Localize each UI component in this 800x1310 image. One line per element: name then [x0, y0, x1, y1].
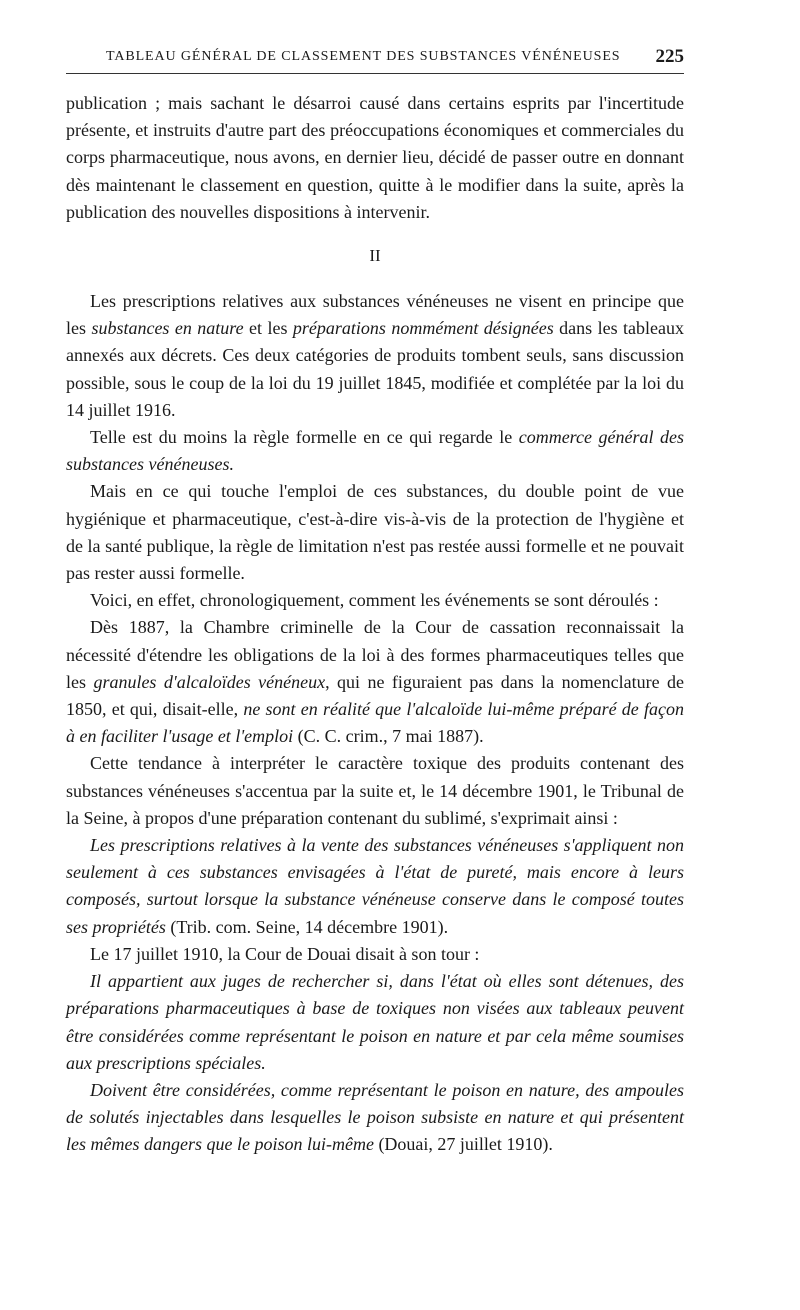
body-text — [66, 90, 684, 1159]
text-run: Dès 1887, la Chambre criminelle de la Cour de cassation reconnaissait la nécessité d'étendre les obligations de la loi à des formes pharmaceutiques telles que les — [66, 617, 684, 692]
paragraph: Voici, en effet, chronologiquement, comment les événements se sont déroulés : — [90, 590, 659, 611]
text-run: et les — [243, 318, 293, 339]
text-run: Telle est du moins la règle formelle en ce qui regarde le — [90, 427, 519, 448]
text-run: (Trib. com. Seine, 14 décembre 1901). — [165, 916, 449, 937]
italic-run: Les prescriptions relatives à la vente des substances vénéneuses s'appliquent non seulement à ces substances envisagées à l'état de pureté, mais encore à leurs composés, surtout lorsque la substance vénéneuse conserve dans le composé toutes ses propriétés — [66, 835, 684, 937]
text-run: (C. C. crim., 7 mai 1887). — [293, 726, 484, 747]
page-number: 225 — [655, 46, 684, 67]
italic-run: commerce général des substances vénéneuses. — [66, 427, 684, 475]
text-run: dans les tableaux annexés aux décrets. Ces deux catégories de produits tombent seuls, sans discussion possible, sous le coup de la loi du 19 juillet 1845, modifiée et complétée par la loi du 14 juillet 1916. — [66, 318, 684, 420]
paragraph: publication ; mais sachant le désarroi causé dans certains esprits par l'incertitude présente, et instruits d'autre part des préoccupations économiques et commerciales du corps pharmaceutique, nous avons, en dernier lieu, décidé de passer outre en donnant dès maintenant le classement en question, quitte à le modifier dans la suite, après la publication des nouvelles dispositions à intervenir. — [66, 93, 684, 222]
paragraph — [66, 614, 684, 750]
italic-run: substances en nature — [91, 318, 244, 339]
italic-run: préparations nommément désignées — [292, 318, 554, 339]
italic-run: ne sont en réalité que l'alcaloïde lui-même préparé de façon à en faciliter l'usage et l'emploi — [66, 699, 684, 747]
paragraph: Le 17 juillet 1910, la Cour de Douai disait à son tour : — [90, 943, 480, 964]
italic-run: Il appartient aux juges de rechercher si, dans l'état où elles sont détenues, des préparations pharmaceutiques à base de toxiques non visées aux tableaux peuvent être considérées comme représentant le poison en nature et par cela même soumises aux prescriptions spéciales. — [66, 971, 684, 1073]
paragraph — [66, 288, 684, 424]
paragraph: Mais en ce qui touche l'emploi de ces substances, du double point de vue hygiénique et pharmaceutique, c'est-à-dire vis-à-vis de la protection de l'hygiène et de la santé publique, la règle de limitation n'est pas restée aussi formelle et ne pouvait pas rester aussi formelle. — [66, 481, 684, 584]
quotation — [66, 832, 684, 941]
quotation — [66, 968, 684, 1077]
header-rule — [66, 73, 684, 74]
text-run: Les prescriptions relatives aux substances vénéneuses ne visent en principe que les — [66, 291, 684, 339]
italic-run: granules d'alcaloïdes vénéneux — [93, 671, 326, 692]
section-heading: II — [369, 246, 381, 266]
text-run: (Douai, 27 juillet 1910). — [373, 1134, 553, 1155]
running-title: TABLEAU GÉNÉRAL DE CLASSEMENT DES SUBSTANCES VÉNÉNEUSES — [106, 49, 621, 64]
quotation — [66, 1077, 684, 1159]
paragraph — [66, 424, 684, 478]
paragraph: Cette tendance à interpréter le caractère toxique des produits contenant des substances vénéneuses s'accentua par la suite et, le 14 décembre 1901, le Tribunal de la Seine, à propos d'une préparation contenant du sublimé, s'exprimait ainsi : — [66, 753, 684, 828]
text-run: , qui ne figuraient pas dans la nomenclature de 1850, et qui, disait-elle, — [66, 671, 684, 720]
italic-run: Doivent être considérées, comme représentant le poison en nature, des ampoules de solutés injectables dans lesquelles le poison subsiste en nature et qui présentent les mêmes dangers que le poison lui-même — [66, 1079, 684, 1155]
